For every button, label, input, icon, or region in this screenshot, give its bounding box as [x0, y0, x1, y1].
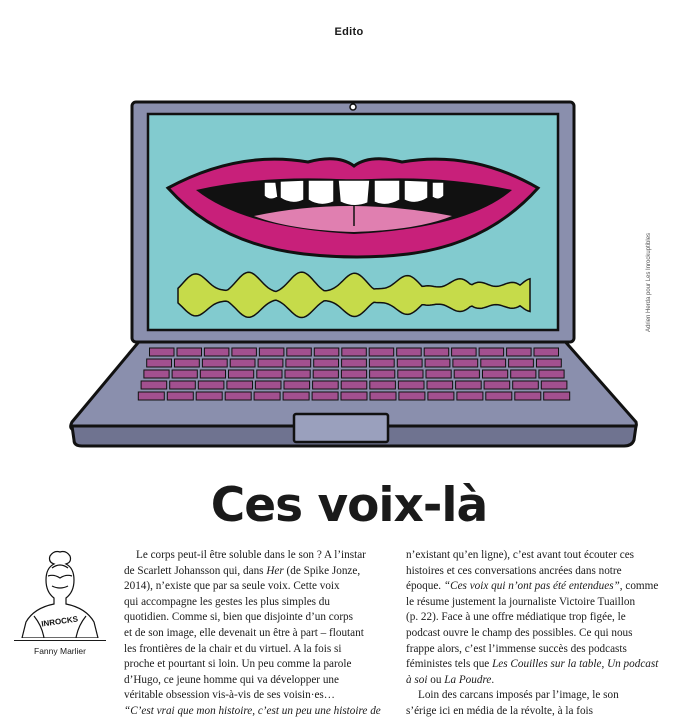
keyboard-key — [225, 392, 251, 400]
keyboard-key — [541, 381, 567, 389]
keyboard-key — [258, 359, 283, 367]
image-credit: Adrien Herda pour Les Inrockuptibles — [646, 232, 652, 332]
text-line: proche et pourtant si loin. Un peu comme la parole — [124, 658, 352, 671]
keyboard-key — [479, 348, 504, 356]
keyboard-key — [370, 381, 396, 389]
keyboard-key — [232, 348, 257, 356]
keyboard-key — [397, 359, 422, 367]
keyboard-key — [342, 348, 367, 356]
keyboard-key — [427, 381, 453, 389]
author-badge: INROCKS — [40, 614, 79, 629]
keyboard-key — [370, 392, 396, 400]
keyboard-key — [257, 370, 282, 378]
author-name: Fanny Marlier — [34, 646, 86, 656]
keyboard-key — [170, 381, 196, 389]
keyboard-key — [284, 381, 310, 389]
text-line: et de son image, elle devenait un être à part – floutant — [124, 626, 364, 639]
webcam-icon — [350, 104, 356, 110]
keyboard-key — [483, 370, 508, 378]
keyboard-key — [484, 381, 510, 389]
text-line: quotidien. Comme si, bien que disjointe d’un corps — [124, 611, 354, 624]
text-line: podcast ouvre le champ des possibles. Ce qui nous — [406, 626, 633, 639]
keyboard-key — [313, 370, 338, 378]
keyboard-key — [285, 370, 310, 378]
text-line: (p. 22). Face à une offre médiatique trop figée, le — [406, 611, 626, 624]
text-line: époque. “Ces voix qui n’ont pas été entendues”, comme — [406, 580, 659, 593]
keyboard-key — [370, 370, 395, 378]
keyboard-key — [342, 359, 367, 367]
keyboard-key — [167, 392, 193, 400]
keyboard-key — [198, 381, 224, 389]
article-column-2 — [406, 548, 672, 720]
keyboard-key — [177, 348, 202, 356]
article-headline: Ces voix-là — [210, 478, 488, 533]
keyboard-key — [481, 359, 506, 367]
keyboard-key — [283, 392, 309, 400]
keyboard-key — [229, 370, 254, 378]
text-line: “C’est vrai que mon histoire, c’est un peu une histoire de — [124, 704, 381, 717]
keyboard-key — [426, 370, 451, 378]
keyboard-key — [544, 392, 570, 400]
keyboard-key — [369, 348, 394, 356]
text-line: qui accompagne les gestes les plus simples du — [124, 595, 330, 608]
keyboard-key — [259, 348, 284, 356]
keyboard-key — [399, 392, 425, 400]
keyboard-key — [172, 370, 197, 378]
keyboard-key — [425, 359, 450, 367]
keyboard-key — [453, 359, 478, 367]
text-line: n’existant qu’en ligne), c’est avant tout écouter ces — [406, 549, 635, 561]
keyboard-key — [513, 381, 539, 389]
keyboard-key — [486, 392, 512, 400]
keyboard-key — [457, 392, 483, 400]
keyboard-key — [424, 348, 449, 356]
keyboard-key — [314, 348, 339, 356]
keyboard-key — [452, 348, 477, 356]
keyboard-key — [141, 381, 167, 389]
text-line: véritable obsession vis-à-vis de ses voisin·es… — [124, 689, 335, 702]
keyboard-key — [200, 370, 225, 378]
keyboard-key — [254, 392, 280, 400]
text-line: frappe alors, c’est l’immense succès des podcasts — [406, 642, 627, 655]
keyboard-key — [428, 392, 454, 400]
keyboard-key — [230, 359, 255, 367]
keyboard-key — [507, 348, 531, 356]
keyboard-key — [511, 370, 536, 378]
text-line: les frontières de la chair et du virtuel. A la fois si — [124, 642, 342, 655]
keyboard-key — [537, 359, 562, 367]
keyboard-key — [509, 359, 534, 367]
keyboard-key — [398, 381, 424, 389]
keyboard-key — [314, 359, 339, 367]
keyboard-key — [341, 370, 366, 378]
text-line: le résume justement la journaliste Victoire Tuaillon — [406, 595, 636, 608]
author-divider — [14, 640, 106, 641]
keyboard-key — [175, 359, 200, 367]
keyboard-key — [369, 359, 394, 367]
laptop-illustration — [68, 96, 640, 468]
keyboard-key — [313, 381, 339, 389]
keyboard-key — [539, 370, 564, 378]
keyboard-key — [286, 359, 311, 367]
keyboard-key — [204, 348, 229, 356]
text-line: de Scarlett Johansson qui, dans Her (de Spike Jonze, — [124, 564, 361, 577]
keyboard-key — [312, 392, 338, 400]
trackpad — [294, 414, 388, 442]
keyboard-key — [255, 381, 281, 389]
keyboard-key — [515, 392, 541, 400]
text-line: d’Hugo, ce jeune homme qui va développer une — [124, 673, 339, 686]
keyboard-key — [147, 359, 172, 367]
text-line: Loin des carcans imposés par l’image, le son — [418, 689, 619, 702]
keyboard-key — [397, 348, 422, 356]
keyboard-key — [454, 370, 479, 378]
keyboard-key — [456, 381, 482, 389]
text-line: à soi ou La Poudre. — [406, 673, 495, 686]
keyboard-key — [144, 370, 169, 378]
keyboard-key — [202, 359, 227, 367]
text-line: Le corps peut-il être soluble dans le son ? A l’instar — [136, 549, 366, 561]
keyboard-key — [341, 392, 367, 400]
keyboard-key — [138, 392, 164, 400]
text-line: s’érige ici en média de la révolte, à la fois — [406, 704, 593, 717]
keyboard-key — [287, 348, 312, 356]
keyboard-key — [196, 392, 222, 400]
section-rubric: Edito — [334, 26, 364, 38]
keyboard-key — [534, 348, 559, 356]
author-avatar — [14, 546, 106, 638]
keyboard-key — [227, 381, 253, 389]
keyboard-key — [341, 381, 367, 389]
keyboard-key — [150, 348, 175, 356]
article-column-1 — [124, 548, 396, 720]
text-line: féministes tels que Les Couilles sur la table, Un podcast — [406, 658, 659, 671]
text-line: histoires et ces conversations ancrées dans notre — [406, 564, 622, 577]
text-line: 2014), n’existe que par sa seule voix. Cette voix — [124, 580, 340, 593]
keyboard-key — [398, 370, 423, 378]
